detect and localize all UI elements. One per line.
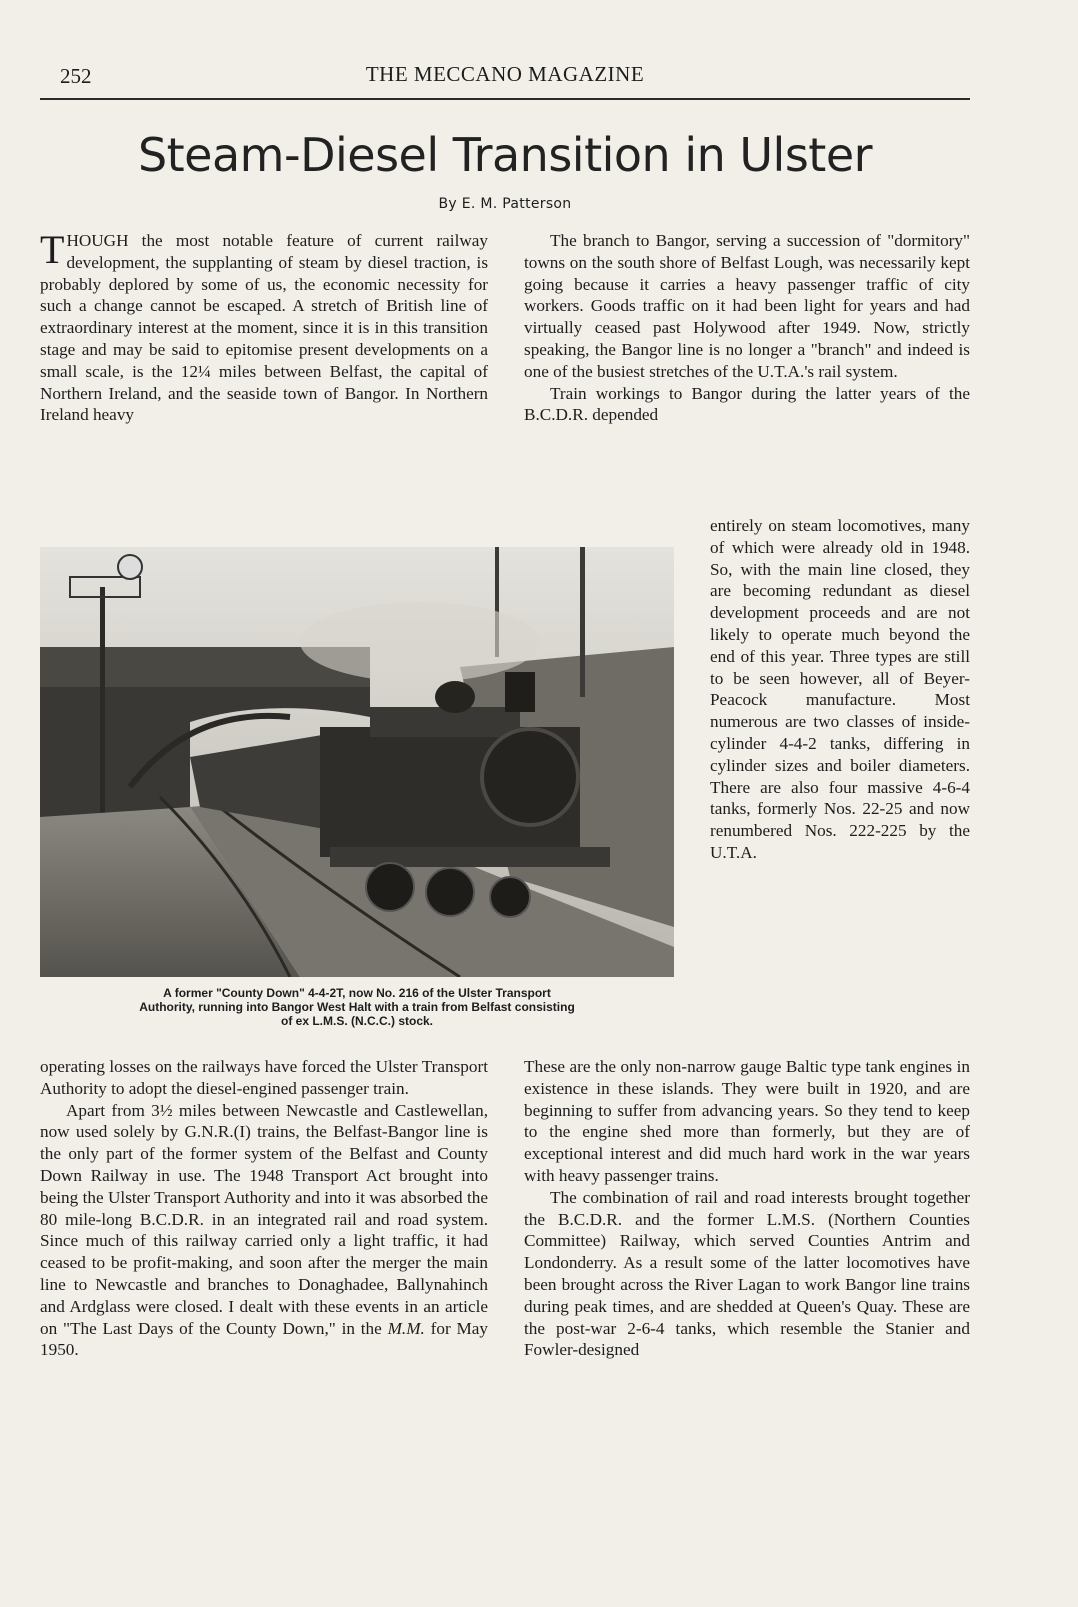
magazine-title: THE MECCANO MAGAZINE xyxy=(365,62,645,86)
intro-line: is probably deplored by some of us, the xyxy=(40,252,489,294)
paragraph xyxy=(40,1100,488,1362)
paragraph: Train workings to Bangor during the latter years of the B.C.D.R. depended xyxy=(524,383,970,425)
intro-line: Northern Ireland, and the seaside town xyxy=(40,383,318,403)
drop-cap: T xyxy=(40,227,65,272)
left-column-bottom xyxy=(40,1056,488,1361)
caption-line: A former "County Down" 4-4-2T, now No. 216 of the Ulster Transport xyxy=(163,986,551,1000)
page-number: 252 xyxy=(60,64,92,88)
intro-line: economic necessity for such a change xyxy=(40,274,489,316)
intro-line: supplanting of steam by diesel traction, xyxy=(192,252,471,272)
locomotive-photo-illustration xyxy=(40,547,674,977)
left-column-top xyxy=(40,227,489,426)
paragraph-text-end: for May 1950. xyxy=(40,1318,488,1360)
photo-caption xyxy=(40,986,674,1028)
paragraph: The combination of rail and road interests brought together the B.C.D.R. and the former L.M.S. (Northern Counties Committee) Railway, which served Counties Antrim and Londonderry. As a result some of the latter locomotives have been brought across the River Lagan to work Bangor line trains during peak times, and are shedded at Queen's Quay. These are the post-war 2-6-4 tanks, which resemble the Stanier and Fowler-designed xyxy=(524,1187,970,1360)
paragraph-text: Apart from 3½ miles between Newcastle and Castlewellan, now used solely by G.N.R.(I) trains, the Belfast-Bangor line is the only part of the former system of the Belfast and County Down Railway in use. The 1948 Transport Act brought into being the Ulster Transport Authority and into it was absorbed the 80 mile-long B.C.D.R. in an integrated rail and road system. Since much of this railway carried only a light traffic, it had ceased to be profit-making, and soon after the merger the main line to Newcastle and branches to Donaghadee, Ballynahinch and Ardglass were closed. I dealt with these events in an article on "The Last Days of the County Down," in the xyxy=(40,1100,488,1338)
intro-line: line of extraordinary interest at the xyxy=(40,296,489,338)
caption-line: of ex L.M.S. (N.C.C.) stock. xyxy=(280,1014,433,1028)
intro-line: miles between Belfast, the capital of xyxy=(218,361,488,381)
paragraph: operating losses on the railways have forced the Ulster Transport Authority to adopt the diesel-engined passenger train. xyxy=(40,1057,488,1098)
locomotive-photo xyxy=(40,547,674,977)
paragraph: These are the only non-narrow gauge Baltic type tank engines in existence in these islands. They were built in 1920, and are beginning to suffer from advancing years. So they tend to keep to the engine shed more than formerly, but they are of exceptional interest and did much hard work in the war years with heavy passenger trains. xyxy=(524,1057,970,1185)
right-column-narrow xyxy=(710,515,970,864)
intro-line: and may be said to epitomise present xyxy=(81,339,349,359)
header-rule xyxy=(40,98,970,100)
intro-line: developments on a small scale, is the 12¼ xyxy=(40,339,489,381)
intro-line: moment, since it is in this transition stage xyxy=(40,318,488,359)
article-title: Steam-Diesel Transition in Ulster xyxy=(137,128,873,182)
paragraph: The branch to Bangor, serving a succession of "dormitory" towns on the south shore of Belfast Lough, was necessarily kept going because it carries a heavy passenger traffic of city workers. Goods traffic on it had been light for years and had virtually ceased past Holywood after 1949. Now, strictly speaking, the Bangor line is no longer a "branch" and indeed is one of the busiest stretches of the U.T.A.'s rail system. xyxy=(524,231,970,381)
intro-line: cannot be escaped. A stretch of British xyxy=(150,296,434,316)
intro-line: current railway development, the xyxy=(66,231,488,272)
right-column-top xyxy=(524,230,970,426)
caption-line: Authority, running into Bangor West Halt with a train from Belfast consisting xyxy=(139,1000,575,1014)
byline: By E. M. Patterson xyxy=(438,196,572,212)
intro-line: HOUGH the most notable feature of xyxy=(66,231,362,250)
magazine-abbreviation: M.M. xyxy=(387,1318,425,1338)
right-column-bottom xyxy=(524,1056,970,1361)
running-head xyxy=(40,62,970,92)
paragraph: entirely on steam locomotives, many of which were already old in 1948. So, with the main line closed, they are becoming redundant as diesel development proceeds and are not likely to operate much beyond the end of this year. Three types are still to be seen however, all of Beyer-Peacock manufacture. Most numerous are two classes of inside-cylinder 4-4-2 tanks, differing in cylinder sizes and boiler diameters. There are also four massive 4-6-4 tanks, formerly Nos. 22-25 and now renumbered Nos. 222-225 by the U.T.A. xyxy=(710,516,970,862)
intro-line: of Bangor. In Northern Ireland heavy xyxy=(40,383,489,425)
